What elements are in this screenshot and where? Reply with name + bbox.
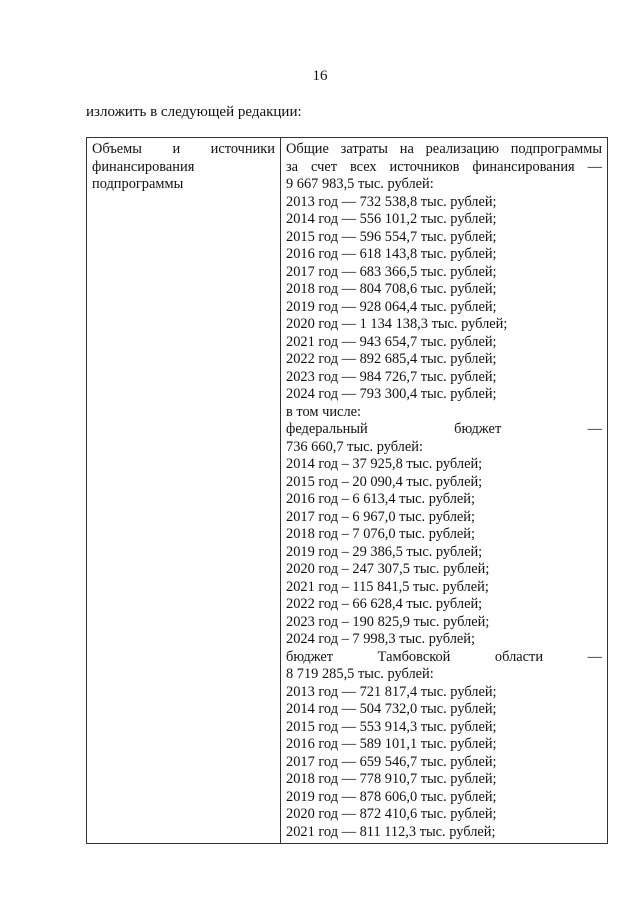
federal-heading: федеральный бюджет — <box>286 421 602 437</box>
left-cell <box>87 138 281 844</box>
year-line: 2022 год — 892 685,4 тыс. рублей; <box>286 351 497 367</box>
year-line: 2015 год – 20 090,4 тыс. рублей; <box>286 473 483 490</box>
header-line: 9 667 983,5 тыс. рублей: <box>286 176 434 192</box>
year-line: 2018 год — 804 708,6 тыс. рублей; <box>286 281 497 297</box>
year-line: 2018 год – 7 076,0 тыс. рублей; <box>286 526 475 542</box>
left-cell-label: Объемы и источники финансирования подпрограммы <box>92 141 275 192</box>
regional-total: 8 719 285,5 тыс. рублей: <box>286 666 434 682</box>
year-line: 2023 год — 984 726,7 тыс. рублей; <box>286 368 497 385</box>
federal-years-list <box>286 456 602 649</box>
regional-heading: бюджет Тамбовской области — <box>286 648 602 665</box>
year-line: 2021 год — 811 112,3 тыс. рублей; <box>286 823 496 840</box>
year-line: 2015 год — 596 554,7 тыс. рублей; <box>286 228 497 245</box>
year-line: 2022 год – 66 628,4 тыс. рублей; <box>286 596 483 612</box>
total-years-list <box>286 194 602 404</box>
financing-table <box>86 137 608 844</box>
year-line: 2016 год – 6 613,4 тыс. рублей; <box>286 491 475 507</box>
intro-text: изложить в следующей редакции: <box>86 104 302 120</box>
year-line: 2017 год — 683 366,5 тыс. рублей; <box>286 263 497 280</box>
year-line: 2017 год — 659 546,7 тыс. рублей; <box>286 753 497 770</box>
year-line: 2019 год – 29 386,5 тыс. рублей; <box>286 543 483 560</box>
year-line: 2024 год – 7 998,3 тыс. рублей; <box>286 631 475 647</box>
year-line: 2019 год — 928 064,4 тыс. рублей; <box>286 298 497 315</box>
page-number: 16 <box>312 68 328 84</box>
year-line: 2013 год — 721 817,4 тыс. рублей; <box>286 683 497 700</box>
federal-total: 736 660,7 тыс. рублей: <box>286 438 423 455</box>
year-line: 2013 год — 732 538,8 тыс. рублей; <box>286 193 497 210</box>
year-line: 2020 год — 872 410,6 тыс. рублей; <box>286 806 497 822</box>
regional-years-list <box>286 684 602 842</box>
year-line: 2019 год — 878 606,0 тыс. рублей; <box>286 788 497 805</box>
year-line: 2017 год – 6 967,0 тыс. рублей; <box>286 508 475 525</box>
including-label: в том числе: <box>286 403 362 420</box>
year-line: 2015 год — 553 914,3 тыс. рублей; <box>286 718 497 735</box>
right-cell <box>281 138 608 844</box>
year-line: 2014 год – 37 925,8 тыс. рублей; <box>286 456 483 472</box>
year-line: 2016 год — 618 143,8 тыс. рублей; <box>286 246 497 262</box>
year-line: 2018 год — 778 910,7 тыс. рублей; <box>286 771 497 787</box>
year-line: 2016 год — 589 101,1 тыс. рублей; <box>286 736 497 752</box>
year-line: 2021 год — 943 654,7 тыс. рублей; <box>286 333 497 350</box>
year-line: 2014 год — 504 732,0 тыс. рублей; <box>286 701 497 717</box>
header-line: Общие затраты на реализацию подпрограммы <box>286 141 602 157</box>
year-line: 2023 год – 190 825,9 тыс. рублей; <box>286 613 490 630</box>
year-line: 2020 год — 1 134 138,3 тыс. рублей; <box>286 316 508 332</box>
year-line: 2020 год – 247 307,5 тыс. рублей; <box>286 561 490 577</box>
year-line: 2021 год – 115 841,5 тыс. рублей; <box>286 578 489 595</box>
header-line: за счет всех источников финансирования — <box>286 158 602 175</box>
year-line: 2024 год — 793 300,4 тыс. рублей; <box>286 386 497 402</box>
year-line: 2014 год — 556 101,2 тыс. рублей; <box>286 211 497 227</box>
table-row <box>87 138 608 844</box>
